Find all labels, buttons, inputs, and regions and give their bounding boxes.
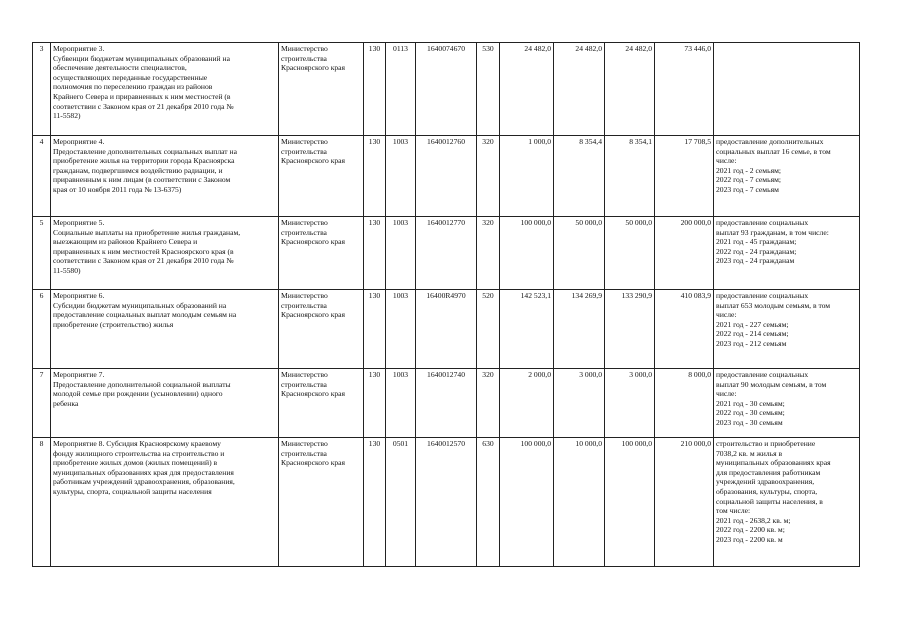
executor: Министерство строительства Красноярского края (279, 438, 364, 567)
amount-2022: 3 000,0 (554, 369, 605, 438)
vr-code: 530 (477, 43, 500, 136)
vr-code: 320 (477, 217, 500, 290)
amount-2022: 8 354,4 (554, 136, 605, 217)
amount-2021: 24 482,0 (500, 43, 554, 136)
amount-2023: 24 482,0 (605, 43, 655, 136)
row-number: 5 (33, 217, 51, 290)
amount-2021: 100 000,0 (500, 217, 554, 290)
expected-result: строительство и приобретение 7038,2 кв. м жилья в муниципальных образованиях края для предоставления работникам учреждений здравоохранения, образования, культуры, спорта, социальной защиты населения, в том числе: 2021 год - 2638,2 кв. м; 2022 год - 2200 кв. м; 2023 год - 2200 кв. м (714, 438, 860, 567)
row-number: 8 (33, 438, 51, 567)
table-row (33, 290, 860, 369)
row-number: 3 (33, 43, 51, 136)
expected-result: предоставление социальных выплат 90 молодым семьям, в том числе: 2021 год - 30 семьям; 2022 год - 30 семьям; 2023 год - 30 семьям (714, 369, 860, 438)
event-description: Мероприятие 8. Субсидия Красноярскому краевому фонду жилищного строительства на строительство и приобретение жилых домов (жилых помещений) в муниципальных образованиях края для предоставления работникам учреждений здравоохранения, образования, культуры, спорта, социальной защиты населения (51, 438, 279, 567)
grbs-code: 130 (364, 217, 386, 290)
rzpr-code: 1003 (386, 290, 416, 369)
amount-total: 200 000,0 (655, 217, 714, 290)
table-row (33, 217, 860, 290)
row-number: 4 (33, 136, 51, 217)
event-description: Мероприятие 7. Предоставление дополнительной социальной выплаты молодой семье при рождении (усыновлении) одного ребенка (51, 369, 279, 438)
amount-2023: 8 354,1 (605, 136, 655, 217)
table-row (33, 136, 860, 217)
amount-total: 17 708,5 (655, 136, 714, 217)
csr-code: 1640074670 (416, 43, 477, 136)
csr-code: 16400R4970 (416, 290, 477, 369)
vr-code: 320 (477, 369, 500, 438)
grbs-code: 130 (364, 136, 386, 217)
grbs-code: 130 (364, 290, 386, 369)
amount-2022: 50 000,0 (554, 217, 605, 290)
amount-2021: 1 000,0 (500, 136, 554, 217)
expected-result: предоставление дополнительных социальных выплат 16 семье, в том числе: 2021 год - 2 семьям; 2022 год - 7 семьям; 2023 год - 7 семьям (714, 136, 860, 217)
program-events-table (32, 42, 860, 567)
amount-2023: 133 290,9 (605, 290, 655, 369)
csr-code: 1640012570 (416, 438, 477, 567)
csr-code: 1640012760 (416, 136, 477, 217)
table-row (33, 369, 860, 438)
amount-total: 8 000,0 (655, 369, 714, 438)
table-row (33, 438, 860, 567)
executor: Министерство строительства Красноярского края (279, 136, 364, 217)
event-description: Мероприятие 3. Субвенции бюджетам муниципальных образований на обеспечение деятельности специалистов, осуществляющих переданные государственные полномочия по переселению граждан из районов Крайнего Севера и приравненных к ним местностей (в соответствии с Законом края от 21 декабря 2010 года № 11-5582) (51, 43, 279, 136)
expected-result (714, 43, 860, 136)
amount-2021: 2 000,0 (500, 369, 554, 438)
grbs-code: 130 (364, 438, 386, 567)
event-description: Мероприятие 5. Социальные выплаты на приобретение жилья гражданам, выезжающим из районов Крайнего Севера и приравненных к ним местностей Красноярского края (в соответствии с Законом края от 21 декабря 2010 года № 11-5580) (51, 217, 279, 290)
executor: Министерство строительства Красноярского края (279, 369, 364, 438)
csr-code: 1640012740 (416, 369, 477, 438)
executor: Министерство строительства Красноярского края (279, 43, 364, 136)
amount-2023: 100 000,0 (605, 438, 655, 567)
executor: Министерство строительства Красноярского края (279, 290, 364, 369)
rzpr-code: 0501 (386, 438, 416, 567)
rzpr-code: 0113 (386, 43, 416, 136)
amount-2022: 10 000,0 (554, 438, 605, 567)
rzpr-code: 1003 (386, 136, 416, 217)
csr-code: 1640012770 (416, 217, 477, 290)
expected-result: предоставление социальных выплат 93 гражданам, в том числе: 2021 год - 45 гражданам; 2022 год - 24 гражданам; 2023 год - 24 гражданам (714, 217, 860, 290)
rzpr-code: 1003 (386, 217, 416, 290)
grbs-code: 130 (364, 369, 386, 438)
amount-2021: 100 000,0 (500, 438, 554, 567)
amount-2023: 3 000,0 (605, 369, 655, 438)
vr-code: 520 (477, 290, 500, 369)
amount-2023: 50 000,0 (605, 217, 655, 290)
grbs-code: 130 (364, 43, 386, 136)
rzpr-code: 1003 (386, 369, 416, 438)
row-number: 6 (33, 290, 51, 369)
amount-total: 410 083,9 (655, 290, 714, 369)
vr-code: 320 (477, 136, 500, 217)
executor: Министерство строительства Красноярского края (279, 217, 364, 290)
amount-2022: 134 269,9 (554, 290, 605, 369)
row-number: 7 (33, 369, 51, 438)
amount-2021: 142 523,1 (500, 290, 554, 369)
event-description: Мероприятие 4. Предоставление дополнительных социальных выплат на приобретение жилья на территории города Красноярска гражданам, подвергшимся воздействию радиации, и приравненным к ним лицам (в соответствии с Законом края от 10 ноября 2011 года № 13-6375) (51, 136, 279, 217)
event-description: Мероприятие 6. Субсидии бюджетам муниципальных образований на предоставление социальных выплат молодым семьям на приобретение (строительство) жилья (51, 290, 279, 369)
vr-code: 630 (477, 438, 500, 567)
amount-total: 210 000,0 (655, 438, 714, 567)
amount-total: 73 446,0 (655, 43, 714, 136)
table-row (33, 43, 860, 136)
expected-result: предоставление социальных выплат 653 молодым семьям, в том числе: 2021 год - 227 семьям; 2022 год - 214 семьям; 2023 год - 212 семьям (714, 290, 860, 369)
amount-2022: 24 482,0 (554, 43, 605, 136)
